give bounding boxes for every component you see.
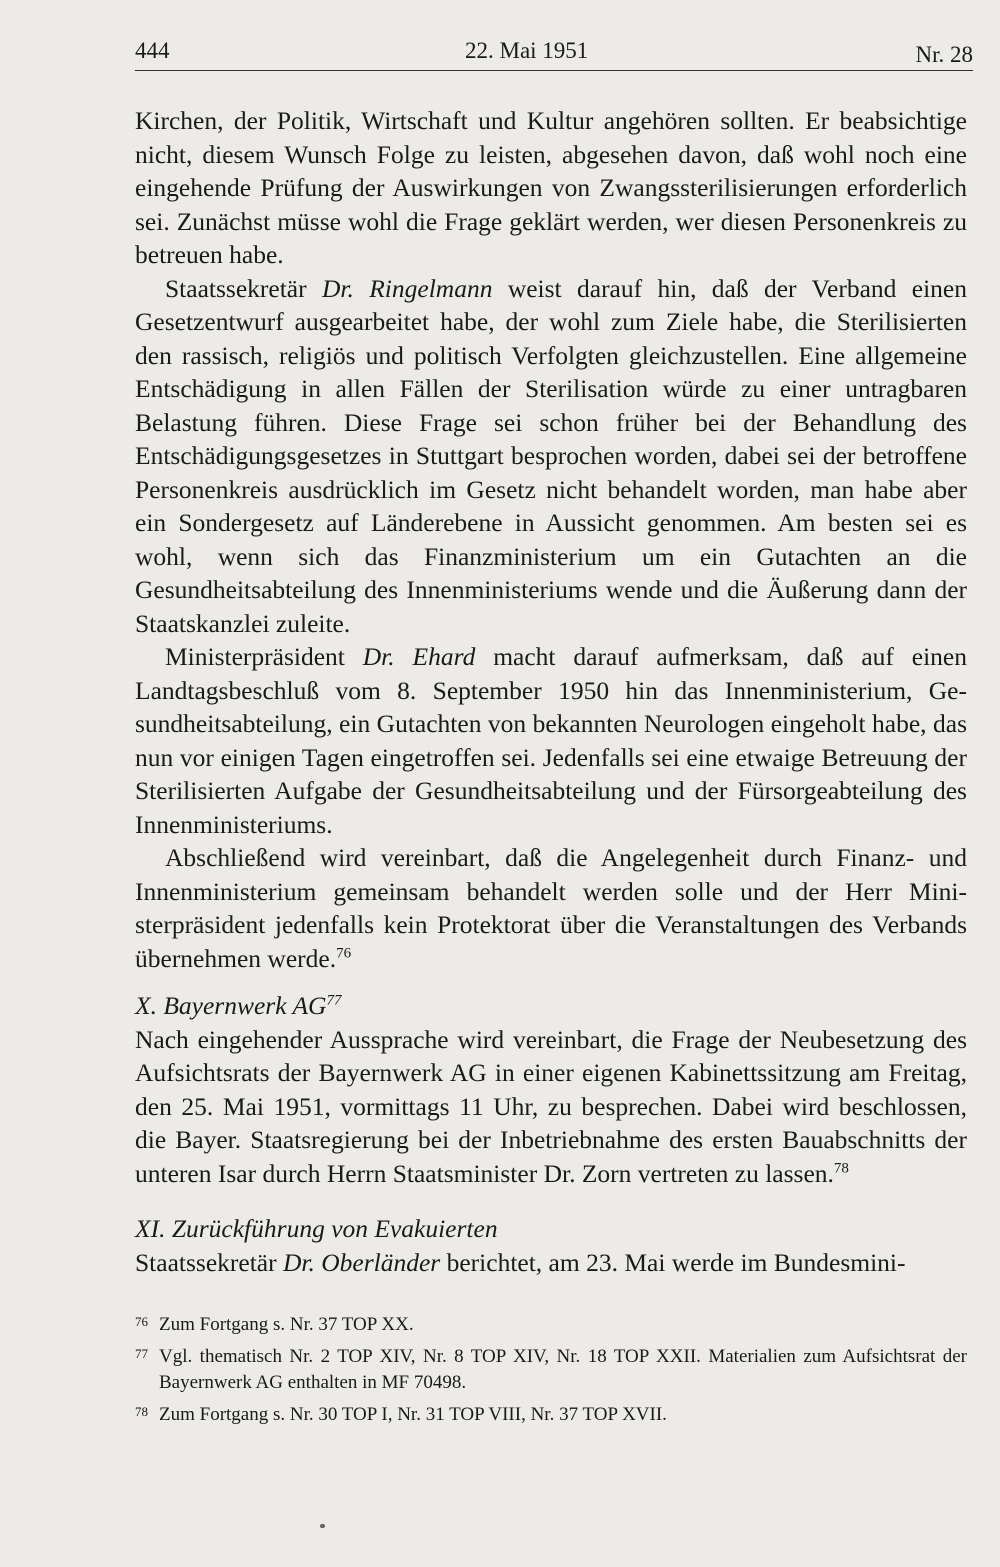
paragraph-text: macht darauf aufmerksam, daß auf einen Landtagsbeschluß vom 8. September 1950 hin das Innenministerium, Gesundheitsabteilung, ein Gutachten von bekannten Neurologen eingeholt habe, das nun vor einigen Tagen eingetroffen sei. Jedenfalls sei eine etwaige Betreuung der Sterilisierten Aufgabe der Gesundheitsabteilung und der Fürsorgeabteilung des Innenministeriums. [135,642,967,839]
speaker-name: Dr. Oberländer [282,1247,441,1277]
speaker-title: Staatssekretär [165,273,322,303]
paragraph-ringelmann [135,272,967,641]
paragraph-continuation: Kirchen, der Politik, Wirtschaft und Kultur angehören sollten. Er beabsichtige nicht, diesem Wunsch Folge zu leisten, abgesehen davon, daß wohl noch eine eingehende Prüfung der Auswirkungen von Zwangssterilisierungen erforderlich sei. Zunächst müsse wohl die Frage geklärt werden, wer diesen Personenkreis zu betreuen habe. [135,106,967,269]
footnote-ref: 76 [336,945,352,961]
section-heading-x [135,989,967,1023]
speaker-title: Staatssekretär [135,1247,283,1277]
paper-speck [320,1524,325,1528]
main-text [135,104,967,1279]
paragraph-conclusion [135,841,967,975]
paragraph-ehard [135,640,967,841]
footnote [135,1344,967,1396]
paragraph-text: berichtet, am 23. Mai werde im Bundesmini- [440,1247,906,1277]
speaker-title: Ministerpräsident [165,642,363,671]
footnote-ref: 77 [326,992,342,1009]
page-number: 444 [135,38,170,63]
issue-number: Nr. 28 [915,42,973,67]
speaker-name: Dr. Ehard [362,642,476,671]
paragraph-bayernwerk [135,1023,967,1191]
footnote-text: Zum Fortgang s. Nr. 37 TOP XX. [159,1314,414,1335]
footnotes [135,1312,967,1434]
footnote-ref: 78 [833,1160,849,1176]
paragraph-oberlaender [135,1246,967,1280]
footnote-number: 76 [135,1314,148,1329]
speaker-name: Dr. Ringelmann [321,273,493,303]
footnote [135,1402,967,1428]
footnote-number: 78 [135,1404,148,1419]
running-header [135,30,973,71]
paragraph-text: weist darauf hin, daß der Verband einen Gesetzentwurf ausgearbeitet habe, der wohl zum Ziele habe, die Sterilisierten den rassisch, religiös und politisch Verfolgten gleichzustellen. Eine allgemeine Entschädigung in allen Fällen der Sterilisation würde zu einer untragbaren Belastung führen. Diese Frage sei schon früher bei der Behandlung des Entschädigungsgesetzes in Stuttgart besprochen worden, dabei sei der betroffene Personenkreis ausdrücklich im Gesetz nicht behandelt worden, man habe aber ein Sondergesetz auf Länderebene in Aussicht genommen. Am besten sei es wohl, wenn sich das Finanzministerium um ein Gutachten an die Gesundheitsabteilung des Innenministeriums wende und die Äußerung dann der Staatskanzlei zuleite. [135,273,967,638]
footnote-number: 77 [135,1346,148,1361]
footnote [135,1312,967,1338]
footnote-text: Vgl. thematisch Nr. 2 TOP XIV, Nr. 8 TOP XIV, Nr. 18 TOP XXII. Materialien zum Aufsichtsrat der Bayernwerk AG enthalten in MF 70498. [159,1346,967,1393]
paragraph-text: Abschließend wird vereinbart, daß die Angelegenheit durch Finanz- und Innenministerium gemeinsam behandelt werden solle und der Herr Ministerpräsident jedenfalls kein Protektorat über die Veranstaltungen des Verbands übernehmen werde. [135,843,967,973]
section-heading-xi: XI. Zurückführung von Evakuierten [135,1214,498,1243]
header-date: 22. Mai 1951 [465,38,589,63]
paragraph-text: Nach eingehender Aussprache wird vereinbart, die Frage der Neubesetzung des Aufsichtsrats der Bayernwerk AG in einer eigenen Kabinettssitzung am Freitag, den 25. Mai 1951, vormittags 11 Uhr, zu besprechen. Dabei wird beschlossen, die Bayer. Staatsregierung bei der Inbetriebnahme des ersten Bauabschnitts der unteren Isar durch Herrn Staatsminister Dr. Zorn vertreten zu lassen. [135,1024,967,1188]
section-title: X. Bayernwerk AG [135,991,327,1020]
footnote-text: Zum Fortgang s. Nr. 30 TOP I, Nr. 31 TOP VIII, Nr. 37 TOP XVII. [159,1404,667,1425]
